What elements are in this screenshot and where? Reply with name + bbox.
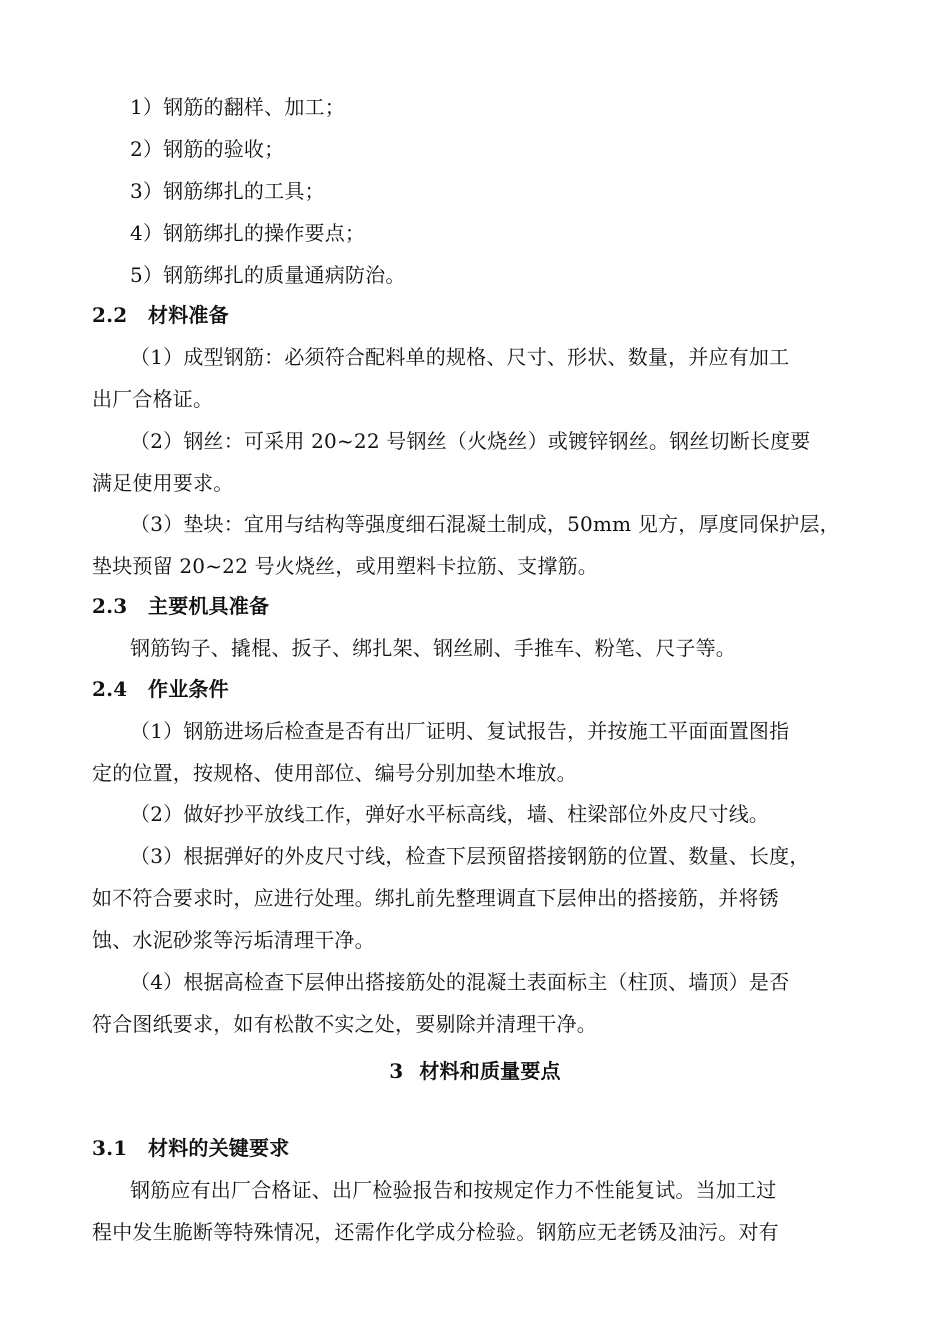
section-heading-2-4 bbox=[92, 674, 229, 704]
paragraph-line: （2）钢丝：可采用 20~22 号钢丝（火烧丝）或镀锌钢丝。钢丝切断长度要 bbox=[130, 429, 811, 453]
paragraph-line: 符合图纸要求，如有松散不实之处，要剔除并清理干净。 bbox=[92, 1012, 597, 1036]
section-title: 作业条件 bbox=[148, 677, 229, 701]
list-item-1: 1）钢筋的翻样、加工； bbox=[130, 95, 345, 119]
list-item-4: 4）钢筋绑扎的操作要点； bbox=[130, 221, 366, 245]
chapter-title-text: 材料和质量要点 bbox=[419, 1059, 561, 1083]
paragraph-line: （3）根据弹好的外皮尺寸线，检查下层预留搭接钢筋的位置、数量、长度， bbox=[130, 844, 810, 868]
section-number: 2.3 bbox=[92, 594, 128, 618]
paragraph-line: 满足使用要求。 bbox=[92, 471, 234, 495]
section-title: 材料的关键要求 bbox=[148, 1136, 290, 1160]
section-title: 主要机具准备 bbox=[148, 594, 270, 618]
paragraph-line: 钢筋钩子、撬棍、扳子、绑扎架、钢丝刷、手推车、粉笔、尺子等。 bbox=[130, 636, 736, 660]
chapter-number: 3 bbox=[389, 1059, 404, 1083]
paragraph-line: （4）根据高检查下层伸出搭接筋处的混凝土表面标主（柱顶、墙顶）是否 bbox=[130, 970, 790, 994]
section-heading-2-2 bbox=[92, 300, 229, 330]
paragraph-line: 出厂合格证。 bbox=[92, 387, 214, 411]
section-number: 2.4 bbox=[92, 677, 128, 701]
paragraph-line: （3）垫块：宜用与结构等强度细石混凝土制成，50mm 见方，厚度同保护层， bbox=[130, 512, 840, 536]
paragraph-line: （1）钢筋进场后检查是否有出厂证明、复试报告，并按施工平面面置图指 bbox=[130, 719, 790, 743]
chapter-title-3 bbox=[0, 1056, 950, 1086]
section-heading-3-1 bbox=[92, 1133, 289, 1163]
paragraph-line: （2）做好抄平放线工作，弹好水平标高线，墙、柱梁部位外皮尺寸线。 bbox=[130, 802, 770, 826]
paragraph-line: 如不符合要求时，应进行处理。绑扎前先整理调直下层伸出的搭接筋，并将锈 bbox=[92, 886, 779, 910]
section-title: 材料准备 bbox=[148, 303, 229, 327]
section-number: 2.2 bbox=[92, 303, 128, 327]
list-item-5: 5）钢筋绑扎的质量通病防治。 bbox=[130, 263, 406, 287]
paragraph-line: 垫块预留 20~22 号火烧丝，或用塑料卡拉筋、支撑筋。 bbox=[92, 554, 598, 578]
paragraph-line: 蚀、水泥砂浆等污垢清理干净。 bbox=[92, 928, 375, 952]
section-number: 3.1 bbox=[92, 1136, 128, 1160]
paragraph-line: 定的位置，按规格、使用部位、编号分别加垫木堆放。 bbox=[92, 761, 577, 785]
list-item-3: 3）钢筋绑扎的工具； bbox=[130, 179, 325, 203]
paragraph-line: （1）成型钢筋：必须符合配料单的规格、尺寸、形状、数量，并应有加工 bbox=[130, 345, 790, 369]
paragraph-line: 钢筋应有出厂合格证、出厂检验报告和按规定作力不性能复试。当加工过 bbox=[130, 1178, 777, 1202]
paragraph-line: 程中发生脆断等特殊情况，还需作化学成分检验。钢筋应无老锈及油污。对有 bbox=[92, 1220, 779, 1244]
list-item-2: 2）钢筋的验收； bbox=[130, 137, 285, 161]
section-heading-2-3 bbox=[92, 591, 269, 621]
